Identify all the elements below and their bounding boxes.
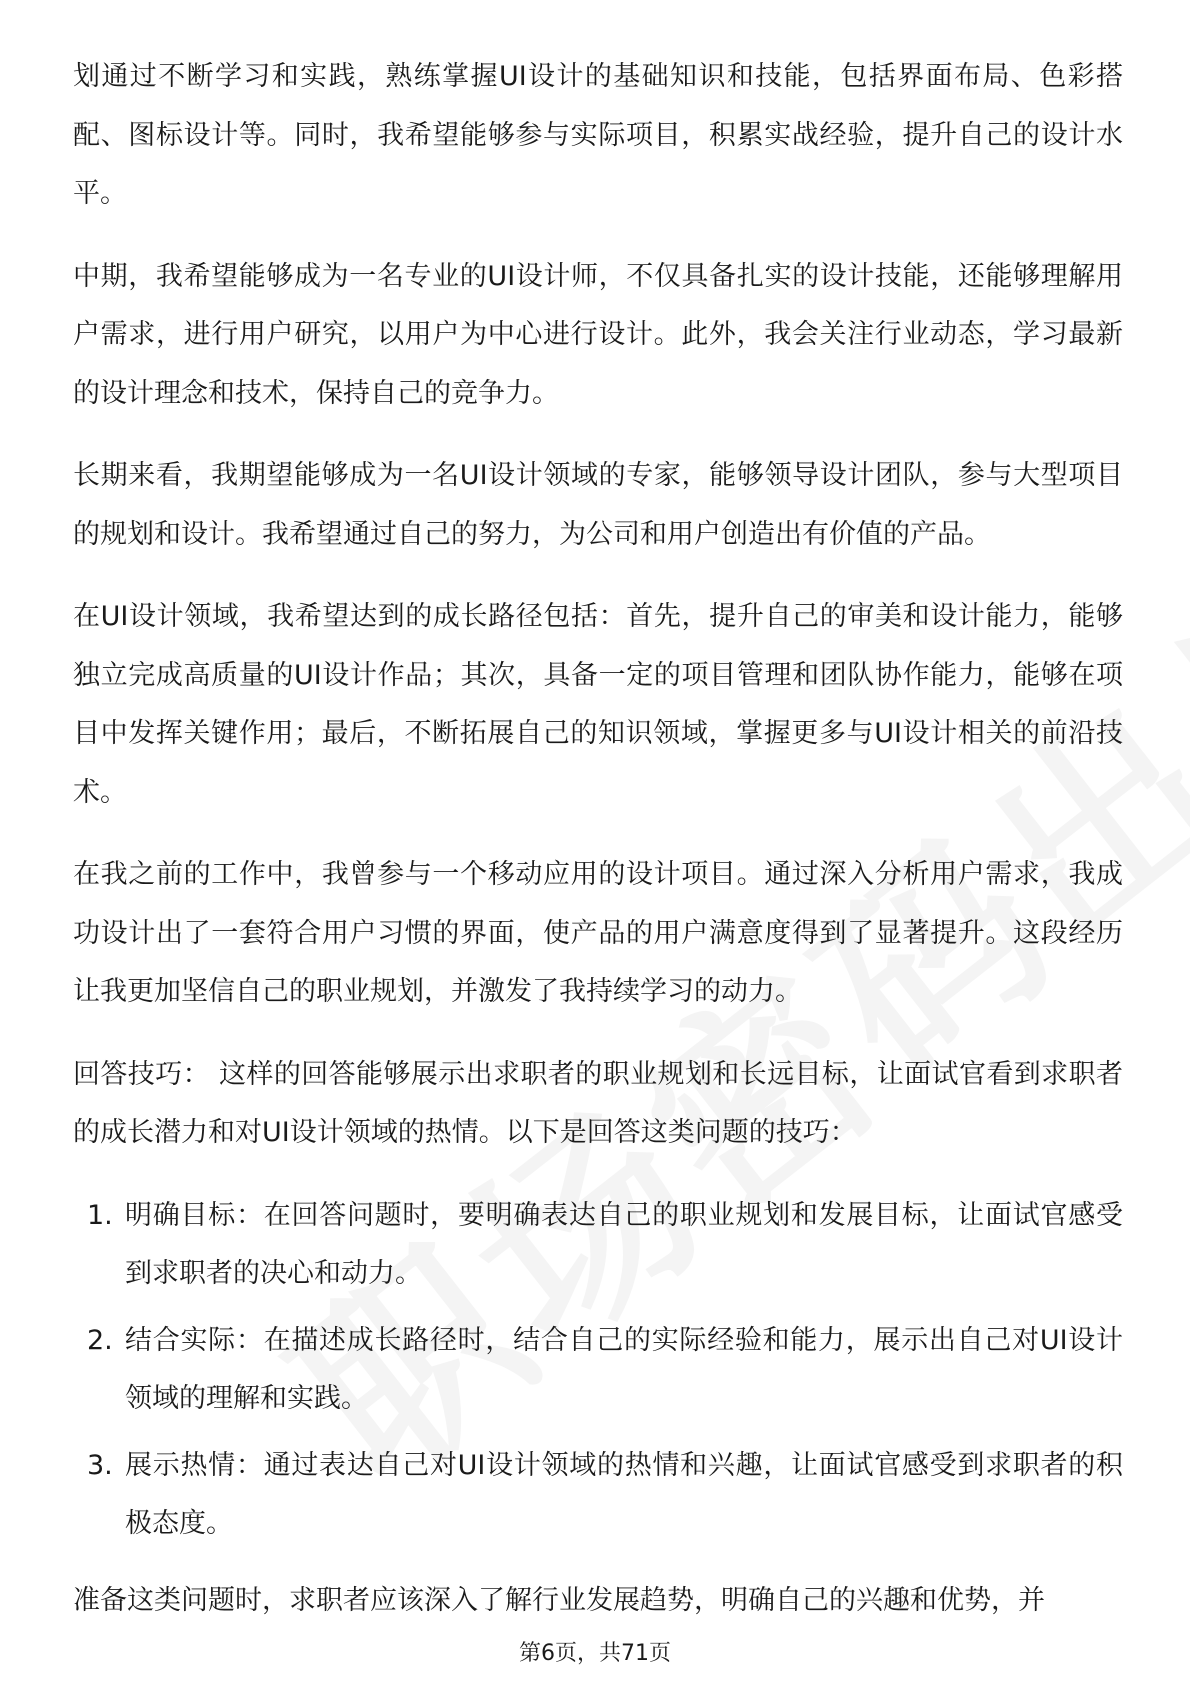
list-number: 3. <box>87 1449 113 1481</box>
list-item-text: 结合实际：在描述成长路径时，结合自己的实际经验和能力，展示出自己对UI设计领域的理解和实践。 <box>125 1324 1123 1414</box>
page-number-footer: 第6页，共71页 <box>519 1641 671 1666</box>
paragraph-growth-path: 在UI设计领域，我希望达到的成长路径包括：首先，提升自己的审美和设计能力，能够独立完成高质量的UI设计作品；其次，具备一定的项目管理和团队协作能力，能够在项目中发挥关键作用；最后，不断拓展自己的知识领域，掌握更多与UI设计相关的前沿技术。 <box>73 601 1123 808</box>
paragraph-mid-term: 中期，我希望能够成为一名专业的UI设计师，不仅具备扎实的设计技能，还能够理解用户需求，进行用户研究，以用户为中心进行设计。此外，我会关注行业动态，学习最新的设计理念和技术，保持自己的竞争力。 <box>73 260 1123 409</box>
document-body <box>73 48 1123 1654</box>
list-item <box>73 1312 1123 1429</box>
list-item <box>73 1187 1123 1304</box>
paragraph-short-term: 划通过不断学习和实践，熟练掌握UI设计的基础知识和技能，包括界面布局、色彩搭配、图标设计等。同时，我希望能够参与实际项目，积累实战经验，提升自己的设计水平。 <box>73 61 1123 209</box>
paragraph-closing: 准备这类问题时，求职者应该深入了解行业发展趋势，明确自己的兴趣和优势，并 <box>73 1584 1045 1616</box>
list-item-text: 展示热情：通过表达自己对UI设计领域的热情和兴趣，让面试官感受到求职者的积极态度。 <box>125 1449 1123 1539</box>
paragraph-long-term: 长期来看，我期望能够成为一名UI设计领域的专家，能够领导设计团队，参与大型项目的规划和设计。我希望通过自己的努力，为公司和用户创造出有价值的产品。 <box>73 460 1123 550</box>
list-item-text: 明确目标：在回答问题时，要明确表达自己的职业规划和发展目标，让面试官感受到求职者的决心和动力。 <box>125 1199 1123 1289</box>
list-number: 1. <box>87 1199 113 1231</box>
list-item <box>73 1437 1123 1554</box>
tips-list <box>73 1187 1123 1554</box>
list-number: 2. <box>87 1324 113 1356</box>
paragraph-answer-tips: 回答技巧： 这样的回答能够展示出求职者的职业规划和长远目标，让面试官看到求职者的成长潜力和对UI设计领域的热情。以下是回答这类问题的技巧： <box>73 1058 1123 1148</box>
paragraph-experience: 在我之前的工作中，我曾参与一个移动应用的设计项目。通过深入分析用户需求，我成功设计出了一套符合用户习惯的界面，使产品的用户满意度得到了显著提升。这段经历让我更加坚信自己的职业规划，并激发了我持续学习的动力。 <box>73 859 1123 1007</box>
